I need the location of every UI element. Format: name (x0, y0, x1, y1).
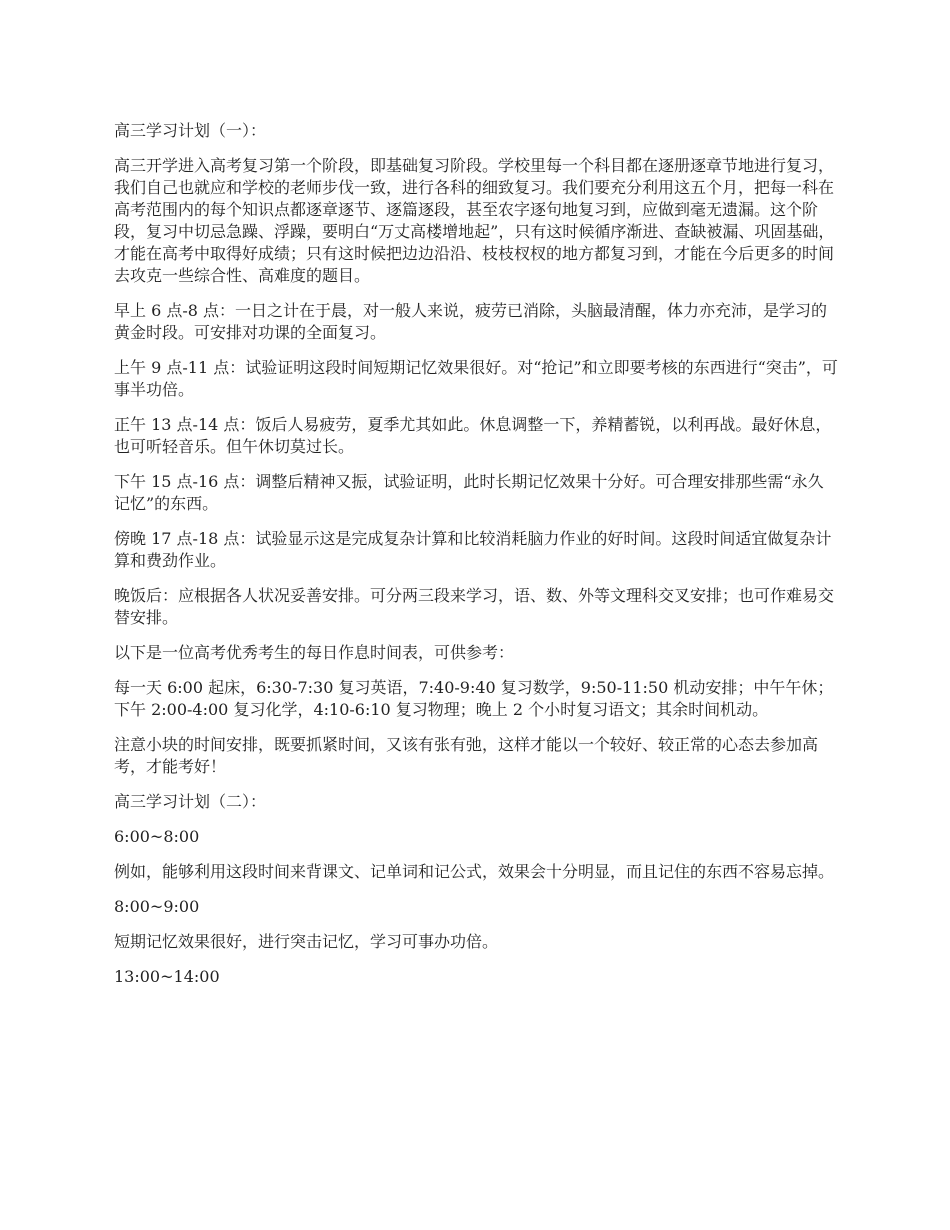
section-heading-plan-2: 高三学习计划（二）： (114, 792, 267, 811)
paragraph-time-slot-8-9: 短期记忆效果很好，进行突击记忆，学习可事办功倍。 (114, 932, 499, 951)
paragraph-evening: 傍晚 17 点-18 点：试验显示这是完成复杂计算和比较消耗脑力作业的好时间。这段时间适宜做复杂计算和费劲作业。 (114, 529, 832, 570)
paragraph-time-slot-6-8: 例如，能够利用这段时间来背课文、记单词和记公式，效果会十分明显，而且记住的东西不容易忘掉。 (114, 862, 835, 881)
paragraph-forenoon: 上午 9 点-11 点：试验证明这段时间短期记忆效果很好。对“抢记”和立即要考核的东西进行“突击”，可事半功倍。 (114, 358, 838, 399)
paragraph-afternoon: 下午 15 点-16 点：调整后精神又振，试验证明，此时长期记忆效果十分好。可合理安排那些需“永久记忆”的东西。 (114, 472, 824, 513)
paragraph-schedule-intro: 以下是一位高考优秀考生的每日作息时间表，可供参考： (114, 643, 515, 662)
time-slot-13-14: 13:00~14:00 (114, 967, 220, 986)
paragraph-after-dinner: 晚饭后：应根据各人状况妥善安排。可分两三段来学习，语、数、外等文理科交叉安排；也可作难易交替安排。 (114, 586, 835, 627)
paragraph-note: 注意小块的时间安排，既要抓紧时间，又该有张有弛，这样才能以一个较好、较正常的心态去参加高考，才能考好！ (114, 735, 819, 776)
time-slot-6-8: 6:00~8:00 (114, 827, 200, 846)
paragraph-morning: 早上 6 点-8 点：一日之计在于晨，对一般人来说，疲劳已消除，头脑最清醒，体力亦充沛，是学习的黄金时段。可安排对功课的全面复习。 (114, 301, 828, 342)
paragraph-intro: 高三开学进入高考复习第一个阶段，即基础复习阶段。学校里每一个科目都在逐册逐章节地进行复习，我们自己也就应和学校的老师步伐一致，进行各科的细致复习。我们要充分利用这五个月，把每一科在高考范围内的每个知识点都逐章逐节、逐篇逐段，甚至农字逐句地复习到，应做到毫无遗漏。这个阶段，复习中切忌急躁、浮躁，要明白“万丈高楼增地起”，只有这时候循序渐进、查缺被漏、巩固基础，才能在高考中取得好成绩；只有这时候把边边沿沿、枝枝杈杈的地方都复习到，才能在今后更多的时间去攻克一些综合性、高难度的题目。 (114, 156, 835, 285)
paragraph-noon: 正午 13 点-14 点：饭后人易疲劳，夏季尤其如此。休息调整一下，养精蓄锐，以利再战。最好休息，也可听轻音乐。但午休切莫过长。 (114, 415, 832, 456)
document-body (114, 120, 838, 1001)
paragraph-daily-schedule: 每一天 6:00 起床，6:30-7:30 复习英语，7:40-9:40 复习数学，9:50-11:50 机动安排；中午午休；下午 2:00-4:00 复习化学，4:10-6:10 复习物理；晚上 2 个小时复习语文；其余时间机动。 (114, 678, 834, 719)
time-slot-8-9: 8:00~9:00 (114, 897, 200, 916)
section-heading-plan-1: 高三学习计划（一）： (114, 121, 267, 140)
